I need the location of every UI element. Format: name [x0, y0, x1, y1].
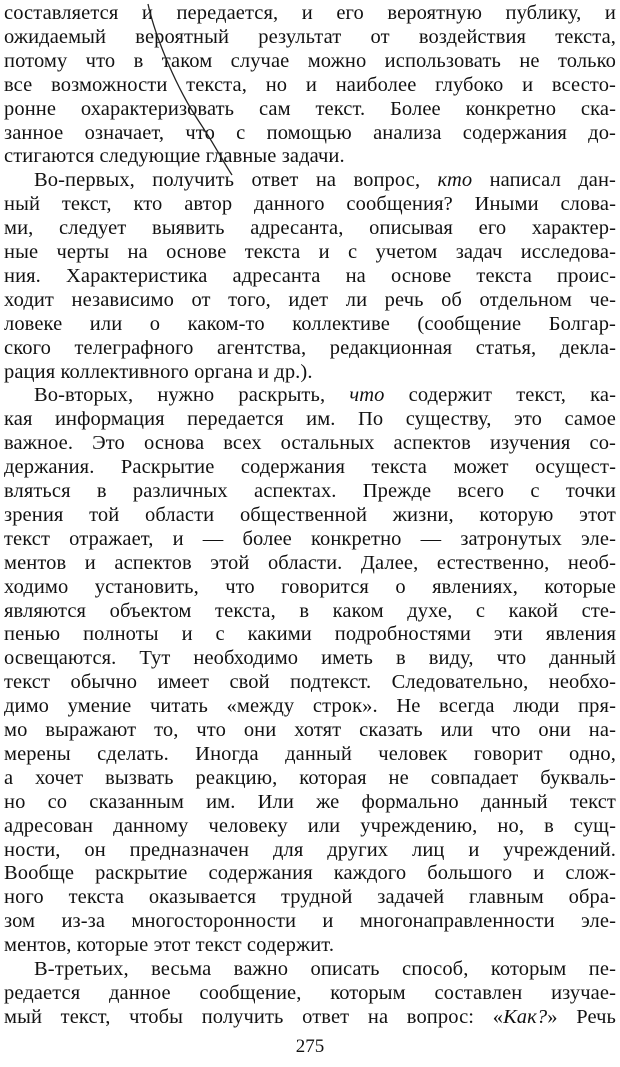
text-line [4, 454, 616, 480]
text-segment: ния. Характеристика адресанта на основе текста проис- [4, 264, 616, 287]
italic-word: кто [437, 169, 473, 192]
text-line [4, 621, 616, 647]
text-line [4, 167, 616, 193]
text-line [4, 550, 616, 576]
text-segment: потому что в таком случае можно использовать не только [4, 49, 616, 72]
text-line [4, 287, 616, 313]
text-line [4, 980, 616, 1006]
text-segment: рация коллективного органа и др.). [4, 360, 313, 383]
text-segment: мый текст, чтобы получить ответ на вопрос: « [4, 1005, 504, 1028]
text-segment: зрения той области общественной жизни, которую этот [4, 503, 616, 526]
text-line [4, 311, 616, 337]
text-segment: но со сказанным им. Или же формально данный текст [4, 790, 616, 813]
text-segment: ловеке или о каком-то коллективе (сообщение Болгар- [4, 312, 616, 335]
text-segment: ментов, которые этот текст содержит. [4, 934, 335, 957]
text-line [4, 24, 616, 50]
text-segment: редается данное сообщение, которым составлен изучае- [4, 981, 616, 1004]
text-segment: написал дан- [472, 169, 616, 192]
text-line [4, 48, 616, 74]
text-line [4, 96, 616, 122]
text-segment: ожидаемый вероятный результат от воздействия текста, [4, 25, 616, 48]
text-segment: ходимо установить, что говорится о явлениях, которые [4, 575, 616, 598]
text-segment: ми, следует выявить адресанта, описывая его характер- [4, 217, 616, 240]
text-line [4, 430, 616, 456]
text-line [4, 143, 616, 169]
text-segment: текст отражает, и — более конкретно — затронутых эле- [4, 527, 616, 550]
text-line [4, 502, 616, 528]
text-segment: ходит независимо от того, идет ли речь об отдельном че- [4, 288, 616, 311]
page-number: 275 [295, 1036, 325, 1057]
text-line [4, 884, 616, 910]
text-line [4, 120, 616, 146]
text-line [4, 669, 616, 695]
text-segment: Вообще раскрытие содержания каждого большого и слож- [4, 862, 616, 885]
text-segment: вляться в различных аспектах. Прежде всего с точки [4, 480, 616, 502]
text-segment: адресован данному человеку или учреждению, но, в сущ- [4, 814, 616, 837]
text-line [4, 837, 616, 863]
text-segment: мо выражают то, что они хотят сказать или что они на- [4, 719, 616, 741]
text-segment: димо умение читать «между строк». Не всегда люди пря- [4, 695, 616, 718]
text-line [4, 645, 616, 671]
text-segment: занное означает, что с помощью анализа содержания до- [4, 121, 616, 144]
text-segment: освещаются. Тут необходимо иметь в виду, что данный [4, 647, 616, 670]
text-segment: ронне охарактеризовать сам текст. Более конкретно ска- [4, 97, 616, 120]
text-line [4, 932, 616, 958]
text-segment: ные черты на основе текста и с учетом задач исследова- [4, 241, 616, 263]
text-segment: составляется и передается, и его вероятную публику, и [4, 2, 616, 24]
text-line [4, 478, 616, 504]
text-segment: ного текста оказывается трудной задачей главным обра- [4, 886, 616, 909]
text-segment: содержит текст, ка- [384, 384, 616, 407]
text-segment: а хочет вызвать реакцию, которая не совпадает букваль- [4, 766, 616, 789]
text-line [4, 956, 616, 982]
text-segment: текст обычно имеет свой подтекст. Следовательно, необхо- [4, 671, 616, 694]
text-segment: важное. Это основа всех остальных аспектов изучения со- [4, 432, 616, 455]
text-line [4, 191, 616, 217]
text-line [4, 359, 616, 385]
text-line [4, 215, 616, 241]
text-segment: являются объектом текста, в каком духе, с какой сте- [4, 599, 616, 622]
text-segment: Во-вторых, нужно раскрыть, [34, 384, 350, 407]
text-line [4, 717, 616, 743]
text-segment: кая информация передается им. По существу, это самое [4, 408, 616, 431]
text-line [4, 526, 616, 552]
text-segment: ментов и аспектов этой области. Далее, естественно, необ- [4, 551, 616, 574]
text-segment: держания. Раскрытие содержания текста может осущест- [4, 456, 616, 479]
text-line [4, 598, 616, 624]
text-line [4, 1004, 616, 1030]
text-line [4, 813, 616, 839]
text-line [4, 263, 616, 289]
text-segment: » Речь [547, 1005, 616, 1028]
text-line [4, 693, 616, 719]
text-line [4, 789, 616, 815]
italic-word: что [349, 384, 385, 407]
text-segment: пенью полноты и с какими подробностями эти явления [4, 623, 616, 646]
text-segment: мерены сделать. Иногда данный человек говорит одно, [4, 742, 616, 765]
text-line [4, 382, 616, 408]
text-segment: В-третьих, весьма важно описать способ, которым пе- [34, 958, 616, 980]
text-line [4, 239, 616, 265]
text-segment: Во-первых, получить ответ на вопрос, [34, 169, 438, 192]
text-line [4, 406, 616, 432]
text-segment: ского телеграфного агентства, редакционная статья, декла- [4, 336, 616, 359]
text-line [4, 860, 616, 886]
text-segment: все возможности текста, но и наиболее глубоко и всесто- [4, 73, 616, 96]
text-line [4, 72, 616, 98]
text-line [4, 765, 616, 791]
text-line [4, 335, 616, 361]
italic-word: Как? [503, 1005, 548, 1028]
text-line [4, 574, 616, 600]
text-segment: зом из-за многосторонности и многонаправленности эле- [4, 910, 616, 933]
text-line [4, 741, 616, 767]
text-segment: ный текст, кто автор данного сообщения? Иными слова- [4, 193, 616, 216]
text-segment: ности, он предназначен для других лиц и учреждений. [4, 838, 616, 861]
text-line [4, 0, 616, 26]
text-segment: стигаются следующие главные задачи. [4, 145, 345, 168]
text-line [4, 908, 616, 934]
